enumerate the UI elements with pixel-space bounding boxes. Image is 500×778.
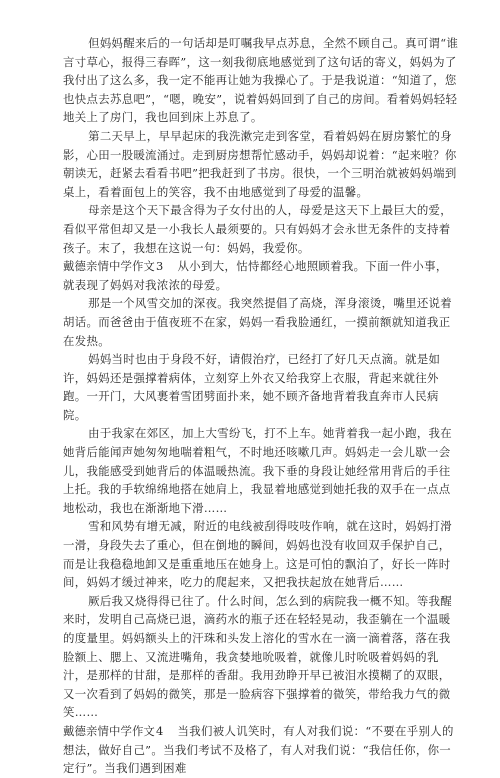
body-paragraph-7: 雪和风势有增无减，附近的电线被刮得吱吱作响，就在这时，妈妈打滑一滑，身段失去了重心，但在倒地的瞬间，妈妈也没有收回双手保护自己，而是让我稳稳地卸又是重重地压在她身上。这是可怕的飘泊了，好长一阵时间，妈妈才缓过神来，吃力的爬起来，又把我扶起放在她背后……	[63, 519, 453, 590]
body-paragraph-5: 妈妈当时也由于身段不好，请假治疗，已经打了好几天点滴。就是如许，妈妈还是强撑着病体，立刻穿上外衣又给我穿上衣服，背起来就往外跑。一开门，大风裹着雪团劈面扑来，她不顾齐备地背着我直奔市人民病院。	[63, 352, 441, 422]
body-paragraph-6: 由于我家在郊区，加上大雪纷飞，打不上车。她背着我一起小跑，我在她背后能闻声她匆匆地喘着粗气，不时地还咳嗽几声。妈妈走一会儿歇一会儿，我能感受到她背后的体温暖热流。我下垂的身段让她经常用背后的手往上托。我的手软绵绵地搭在她肩上，我显着地感觉到她托我的双手在一点点地松动，我也在渐渐地下滑……	[63, 426, 453, 515]
section-number: 3	[155, 259, 164, 274]
body-paragraph-1: 但妈妈醒来后的一句话却是叮嘱我早点苏息，全然不顾自己。真可谓“谁言寸草心，报得三春晖”，这一刻我彻底地感觉到了这句话的寄义，妈妈为了我付出了这么多，我一定不能再让她为我操心了。于是我说道：“知道了，您也快点去苏息吧”，“嗯，晚安”，说着妈妈回到了自己的房间。看着妈妈轻轻地关上了房门，我也回到床上苏息了。	[63, 36, 459, 125]
body-paragraph-8: 厥后我又烧得得已往了。什么时间，怎么到的病院我一概不知。等我醒来时，发明自己高烧已退，滴药水的瓶子还在轻轻晃动，我歪躺在一个温暖的度量里。妈妈额头上的汗珠和头发上溶化的雪水在一滴一滴着落，落在我脸额上、腮上、又流进嘴角，我贪婪地吮吸着，就像儿时吮吸着妈妈的乳汁，是那样的甘甜，是那样的香甜。我用劲睁开早已被泪水摸糊了的双眼，又一次看到了妈妈的微笑，那是一脸病容下强撑着的微笑，带给我力气的微笑……	[63, 593, 453, 720]
section-title: 戴德亲情中学作文	[63, 723, 155, 738]
section-number: 4	[155, 723, 164, 738]
section-title: 戴德亲情中学作文	[63, 259, 155, 274]
body-paragraph-4: 那是一个风雪交加的深夜。我突然提倡了高烧，浑身滚烫，嘴里还说着胡话。而爸爸由于值夜班不在家，妈妈一看我脸通红，一摸前额就知道我正在发热。	[63, 296, 453, 348]
section-intro-text: 从小到大，怙恃都经心地照顾着我。下面一件小事，就表现了妈妈对我浓浓的母爱。	[63, 259, 448, 292]
body-paragraph-3: 母亲是这个天下最含得为子女付出的人，母爱是这天下上最巨大的爱，看似平常但却又是一小我长人最须要的。只有妈妈才会永世无条件的支持着孩子。末了，我想在这说一句：妈妈，我爱你。	[63, 203, 453, 255]
body-paragraph-2: 第二天早上，早早起床的我洗漱完走到客堂，看着妈妈在厨房繁忙的身影，心田一股暖流涌过。走到厨房想帮忙感动手，妈妈却说着：“起来啦？你朝读无，赶紧去看看书吧”把我赶到了书房。很快，一个三明治就被妈妈端到桌上，看着面包上的笑容，我不由地感觉到了母爱的温馨。	[63, 128, 457, 199]
section-intro-text: 当我们被人讥笑时，有人对我们说：“不要在乎别人的想法，做好自己”。当我们考试不及格了，有人对我们说：“我信任你，你一定行”。当我们遇到困难	[63, 723, 454, 776]
section-heading-3	[63, 257, 459, 294]
section-heading-4	[63, 722, 459, 778]
